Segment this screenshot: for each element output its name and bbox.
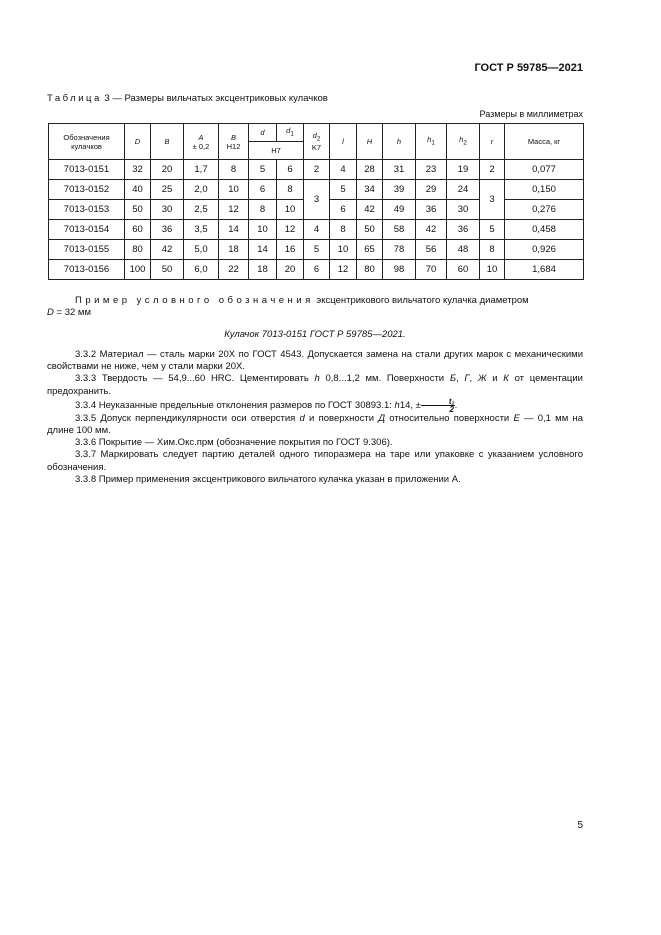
cell: 42 xyxy=(151,240,184,260)
cell: 29 xyxy=(416,180,447,200)
header-B-h12 xyxy=(219,124,249,160)
cell: 30 xyxy=(447,200,480,220)
header-B: B xyxy=(151,124,184,160)
fraction-denominator: 2 xyxy=(449,404,454,414)
cell: 7013-0153 xyxy=(49,200,125,220)
cell: 40 xyxy=(125,180,151,200)
tolerance-fraction xyxy=(421,398,455,413)
cell: 5 xyxy=(480,220,505,240)
text: Д xyxy=(378,412,386,424)
cell: 6 xyxy=(304,260,330,280)
cell: 0,926 xyxy=(505,240,584,260)
cell: 18 xyxy=(219,240,249,260)
cell: 34 xyxy=(357,180,383,200)
text: относительно поверхности xyxy=(385,412,514,424)
example-lead: Пример условного обозначения xyxy=(75,295,314,306)
cell: 12 xyxy=(330,260,357,280)
header-d1-sub: 1 xyxy=(290,130,294,138)
cell: 42 xyxy=(416,220,447,240)
cell: 12 xyxy=(219,200,249,220)
text: Г xyxy=(464,373,470,385)
text: Ж xyxy=(477,373,487,385)
header-h1 xyxy=(416,124,447,160)
text: h xyxy=(314,373,320,385)
text: 14, ± xyxy=(399,399,421,411)
cell: 2,5 xyxy=(184,200,219,220)
table-row xyxy=(49,160,584,180)
cell: 10 xyxy=(480,260,505,280)
cell: 14 xyxy=(219,220,249,240)
paragraph-material: 3.3.2 Материал — сталь марки 20Х по ГОСТ 4543. Допускается замена на стали других марок с механическими свойствами не ниже, чем у стали марки 20Х. xyxy=(47,349,583,373)
cell: 65 xyxy=(357,240,383,260)
cell: 70 xyxy=(416,260,447,280)
cell: 4 xyxy=(304,220,330,240)
text: Е xyxy=(513,412,520,424)
header-d2-symbol: d xyxy=(312,130,317,140)
text: 0,8...1,2 мм. Поверхности xyxy=(319,373,450,385)
cell: 36 xyxy=(151,220,184,240)
header-r: r xyxy=(480,124,505,160)
cell: 7013-0152 xyxy=(49,180,125,200)
cell: 10 xyxy=(330,240,357,260)
cell: 16 xyxy=(277,240,304,260)
table-caption-number: 3 xyxy=(101,93,110,104)
header-h2-sub: 2 xyxy=(463,139,467,147)
cell: 50 xyxy=(151,260,184,280)
paragraph-application: 3.3.8 Пример применения эксцентрикового вильчатого кулачка указан в приложении А. xyxy=(75,473,461,485)
cell: 5 xyxy=(330,180,357,200)
header-d1 xyxy=(277,124,304,142)
cell: 8 xyxy=(330,220,357,240)
merged-cell-r: 3 xyxy=(480,180,505,220)
cell: 22 xyxy=(219,260,249,280)
example-value: = 32 мм xyxy=(53,307,91,319)
header-A-tolerance: ± 0,2 xyxy=(192,141,210,151)
cell: 80 xyxy=(125,240,151,260)
dimensions-table xyxy=(48,123,584,280)
cell: 80 xyxy=(357,260,383,280)
cell: 2,0 xyxy=(184,180,219,200)
cell: 6 xyxy=(277,160,304,180)
cell: 0,077 xyxy=(505,160,584,180)
cell: 5,0 xyxy=(184,240,219,260)
text: 3.3.5 Допуск перпендикулярности оси отверстия xyxy=(75,412,300,424)
example-rest: эксцентрикового вильчатого кулачка диаметром xyxy=(313,295,529,306)
cell: 20 xyxy=(277,260,304,280)
cell: 30 xyxy=(151,200,184,220)
cell: 60 xyxy=(125,220,151,240)
header-mass: Масса, кг xyxy=(505,124,584,160)
text: — 0,1 мм на длине 100 мм. xyxy=(47,412,583,437)
header-h2 xyxy=(447,124,480,160)
cell: 6 xyxy=(249,180,277,200)
cell: 0,150 xyxy=(505,180,584,200)
cell: 48 xyxy=(447,240,480,260)
header-D: D xyxy=(125,124,151,160)
cell: 8 xyxy=(219,160,249,180)
table-row xyxy=(49,180,584,200)
cell: 50 xyxy=(125,200,151,220)
text: , xyxy=(469,373,478,385)
text: 3.3.4 Неуказанные предельные отклонения размеров по ГОСТ 30893.1: xyxy=(75,399,395,411)
cell: 42 xyxy=(357,200,383,220)
cell: 20 xyxy=(151,160,184,180)
cell: 14 xyxy=(249,240,277,260)
page-number: 5 xyxy=(577,820,583,831)
cell: 58 xyxy=(383,220,416,240)
cell: 23 xyxy=(416,160,447,180)
header-A-symbol: A xyxy=(198,132,204,142)
header-H7: H7 xyxy=(249,142,304,160)
text: и xyxy=(486,373,504,385)
cell: 78 xyxy=(383,240,416,260)
cell: 19 xyxy=(447,160,480,180)
designation-example xyxy=(47,295,583,319)
cell: 0,276 xyxy=(505,200,584,220)
cell: 7013-0155 xyxy=(49,240,125,260)
cell: 31 xyxy=(383,160,416,180)
table-row xyxy=(49,220,584,240)
text: 3.3.3 Твердость — 54,9...60 HRC. Цементировать xyxy=(75,373,315,385)
text: от цементации предохранить. xyxy=(47,373,583,397)
cell: 1,684 xyxy=(505,260,584,280)
table-caption xyxy=(47,93,328,104)
cell: 6 xyxy=(330,200,357,220)
cell: 18 xyxy=(249,260,277,280)
cell: 24 xyxy=(447,180,480,200)
cell: 7013-0154 xyxy=(49,220,125,240)
cell: 10 xyxy=(219,180,249,200)
header-h1-sub: 1 xyxy=(431,139,435,147)
cell: 3,5 xyxy=(184,220,219,240)
cell: 5 xyxy=(304,240,330,260)
cell: 2 xyxy=(480,160,505,180)
cell: 39 xyxy=(383,180,416,200)
fraction-numerator: t₂ xyxy=(421,398,455,406)
cell: 28 xyxy=(357,160,383,180)
paragraph-tolerances xyxy=(47,398,583,413)
header-A xyxy=(184,124,219,160)
table-caption-label: Таблица xyxy=(47,93,102,104)
cell: 0,458 xyxy=(505,220,584,240)
paragraph-marking: 3.3.7 Маркировать следует партию деталей одного типоразмера на таре или упаковке с указанием условного обозначения. xyxy=(47,449,583,473)
cell: 49 xyxy=(383,200,416,220)
cell: 36 xyxy=(447,220,480,240)
paragraph-coating: 3.3.6 Покрытие — Хим.Окс.прм (обозначение покрытия по ГОСТ 9.306). xyxy=(75,437,393,449)
text: d xyxy=(299,412,305,424)
text: Б xyxy=(449,373,456,385)
cell: 8 xyxy=(277,180,304,200)
paragraph-hardness xyxy=(47,373,583,397)
cell: 4 xyxy=(330,160,357,180)
header-H: H xyxy=(357,124,383,160)
cell: 50 xyxy=(357,220,383,240)
header-d2-tolerance: K7 xyxy=(311,143,322,153)
cell: 8 xyxy=(249,200,277,220)
header-d2 xyxy=(304,124,330,160)
cell: 2 xyxy=(304,160,330,180)
cell: 36 xyxy=(416,200,447,220)
cell: 32 xyxy=(125,160,151,180)
cell: 7013-0156 xyxy=(49,260,125,280)
cell: 100 xyxy=(125,260,151,280)
requirements-paragraphs xyxy=(47,349,583,486)
example-formula: Кулачок 7013-0151 ГОСТ Р 59785—2021. xyxy=(224,329,406,340)
cell: 6,0 xyxy=(184,260,219,280)
header-d: d xyxy=(249,124,277,142)
cell: 5 xyxy=(249,160,277,180)
text: и поверхности xyxy=(304,412,379,424)
header-B2-symbol: B xyxy=(230,132,236,142)
table-row xyxy=(49,260,584,280)
header-h1-symbol: h xyxy=(427,135,432,145)
cell: 1,7 xyxy=(184,160,219,180)
cell: 98 xyxy=(383,260,416,280)
cell: 56 xyxy=(416,240,447,260)
cell: 8 xyxy=(480,240,505,260)
cell: 10 xyxy=(249,220,277,240)
header-h: h xyxy=(383,124,416,160)
merged-cell-d2: 3 xyxy=(304,180,330,220)
header-designation: Обозначения кулачков xyxy=(49,124,125,160)
header-h2-symbol: h xyxy=(459,135,464,145)
text: . xyxy=(454,399,458,411)
cell: 60 xyxy=(447,260,480,280)
paragraph-perpendicularity xyxy=(47,413,583,437)
header-l: l xyxy=(330,124,357,160)
document-header: ГОСТ Р 59785—2021 xyxy=(474,62,583,74)
cell: 7013-0151 xyxy=(49,160,125,180)
table-row xyxy=(49,240,584,260)
table-units: Размеры в миллиметрах xyxy=(479,109,583,119)
header-B2-tolerance: H12 xyxy=(226,141,241,151)
table-caption-text: — Размеры вильчатых эксцентриковых кулачков xyxy=(109,93,328,104)
text: h xyxy=(394,399,400,411)
text: К xyxy=(503,373,509,385)
cell: 12 xyxy=(277,220,304,240)
example-var: D xyxy=(47,307,54,319)
header-d1-symbol: d xyxy=(286,126,291,136)
text: , xyxy=(456,373,465,385)
cell: 10 xyxy=(277,200,304,220)
header-d2-sub: 2 xyxy=(316,135,321,143)
cell: 25 xyxy=(151,180,184,200)
